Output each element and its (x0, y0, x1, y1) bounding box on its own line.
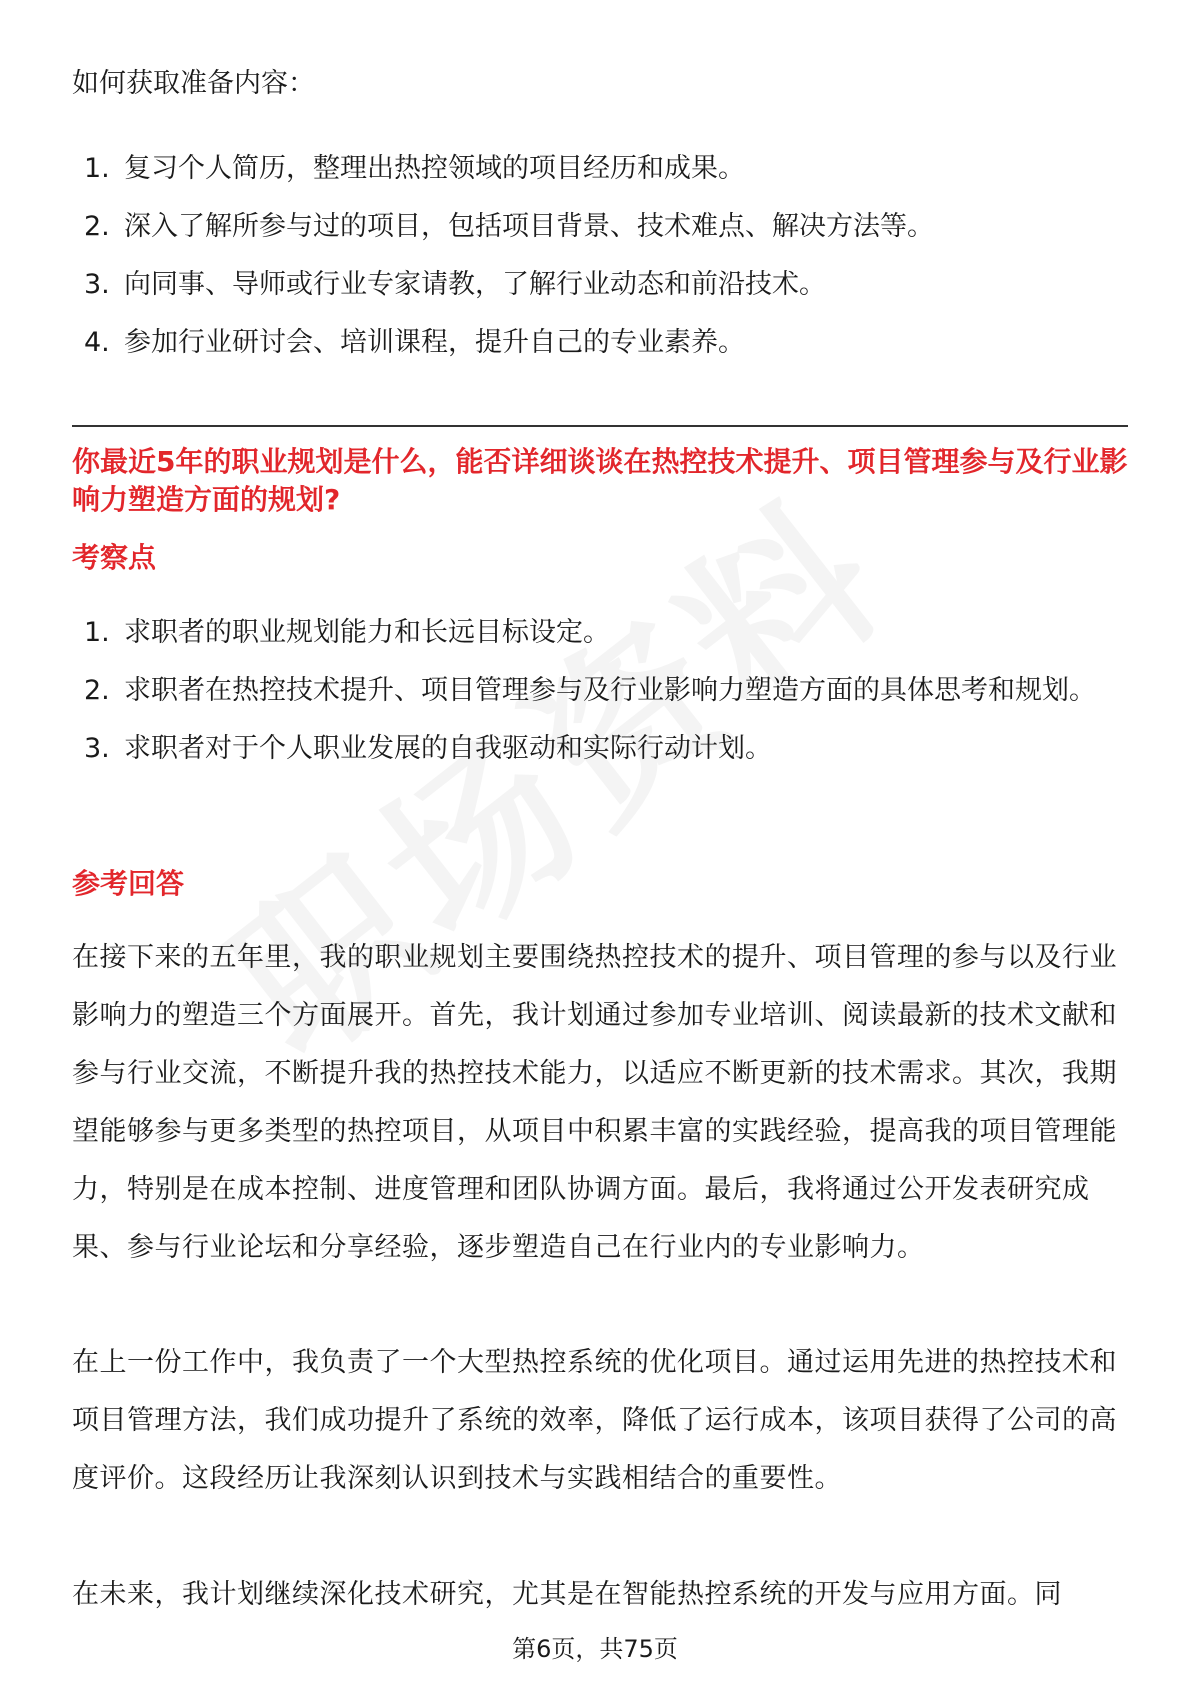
answer-paragraph: 在未来，我计划继续深化技术研究，尤其是在智能热控系统的开发与应用方面。同 (72, 1579, 1062, 1610)
prep-list (84, 140, 1112, 372)
list-number: 1. (84, 617, 110, 648)
list-item-text: 求职者在热控技术提升、项目管理参与及行业影响力塑造方面的具体思考和规划。 (124, 675, 1096, 706)
page-footer: 第6页，共75页 (512, 1635, 678, 1663)
list-item (84, 662, 1112, 720)
intro-text: 如何获取准备内容： (72, 68, 315, 99)
list-item-text: 参加行业研讨会、培训课程，提升自己的专业素养。 (124, 327, 745, 358)
list-number: 3. (84, 733, 110, 764)
list-item-text: 向同事、导师或行业专家请教，了解行业动态和前沿技术。 (124, 269, 826, 300)
list-item (84, 256, 1112, 314)
list-number: 2. (84, 211, 110, 242)
list-item (84, 140, 1112, 198)
focus-heading: 考察点 (72, 541, 157, 574)
question-title: 你最近5年的职业规划是什么，能否详细谈谈在热控技术提升、项目管理参与及行业影响力塑造方面的规划? (72, 445, 1128, 516)
list-item-text: 复习个人简历，整理出热控领域的项目经历和成果。 (124, 153, 745, 184)
list-item (84, 604, 1112, 662)
answer-paragraph: 在上一份工作中，我负责了一个大型热控系统的优化项目。通过运用先进的热控技术和项目管理方法，我们成功提升了系统的效率，降低了运行成本，该项目获得了公司的高度评价。这段经历让我深刻认识到技术与实践相结合的重要性。 (72, 1347, 1117, 1494)
answer-heading: 参考回答 (72, 867, 185, 900)
list-item (84, 720, 1112, 778)
answer-paragraph: 在接下来的五年里，我的职业规划主要围绕热控技术的提升、项目管理的参与以及行业影响力的塑造三个方面展开。首先，我计划通过参加专业培训、阅读最新的技术文献和参与行业交流，不断提升我的热控技术能力，以适应不断更新的技术需求。其次，我期望能够参与更多类型的热控项目，从项目中积累丰富的实践经验，提高我的项目管理能力，特别是在成本控制、进度管理和团队协调方面。最后，我将通过公开发表研究成果、参与行业论坛和分享经验，逐步塑造自己在行业内的专业影响力。 (72, 942, 1117, 1263)
list-number: 3. (84, 269, 110, 300)
list-number: 1. (84, 153, 110, 184)
list-number: 2. (84, 675, 110, 706)
list-number: 4. (84, 327, 110, 358)
focus-list (84, 604, 1112, 778)
list-item (84, 198, 1112, 256)
list-item-text: 深入了解所参与过的项目，包括项目背景、技术难点、解决方法等。 (124, 211, 934, 242)
section-divider (72, 425, 1128, 427)
list-item-text: 求职者的职业规划能力和长远目标设定。 (124, 617, 610, 648)
list-item-text: 求职者对于个人职业发展的自我驱动和实际行动计划。 (124, 733, 772, 764)
list-item (84, 314, 1112, 372)
